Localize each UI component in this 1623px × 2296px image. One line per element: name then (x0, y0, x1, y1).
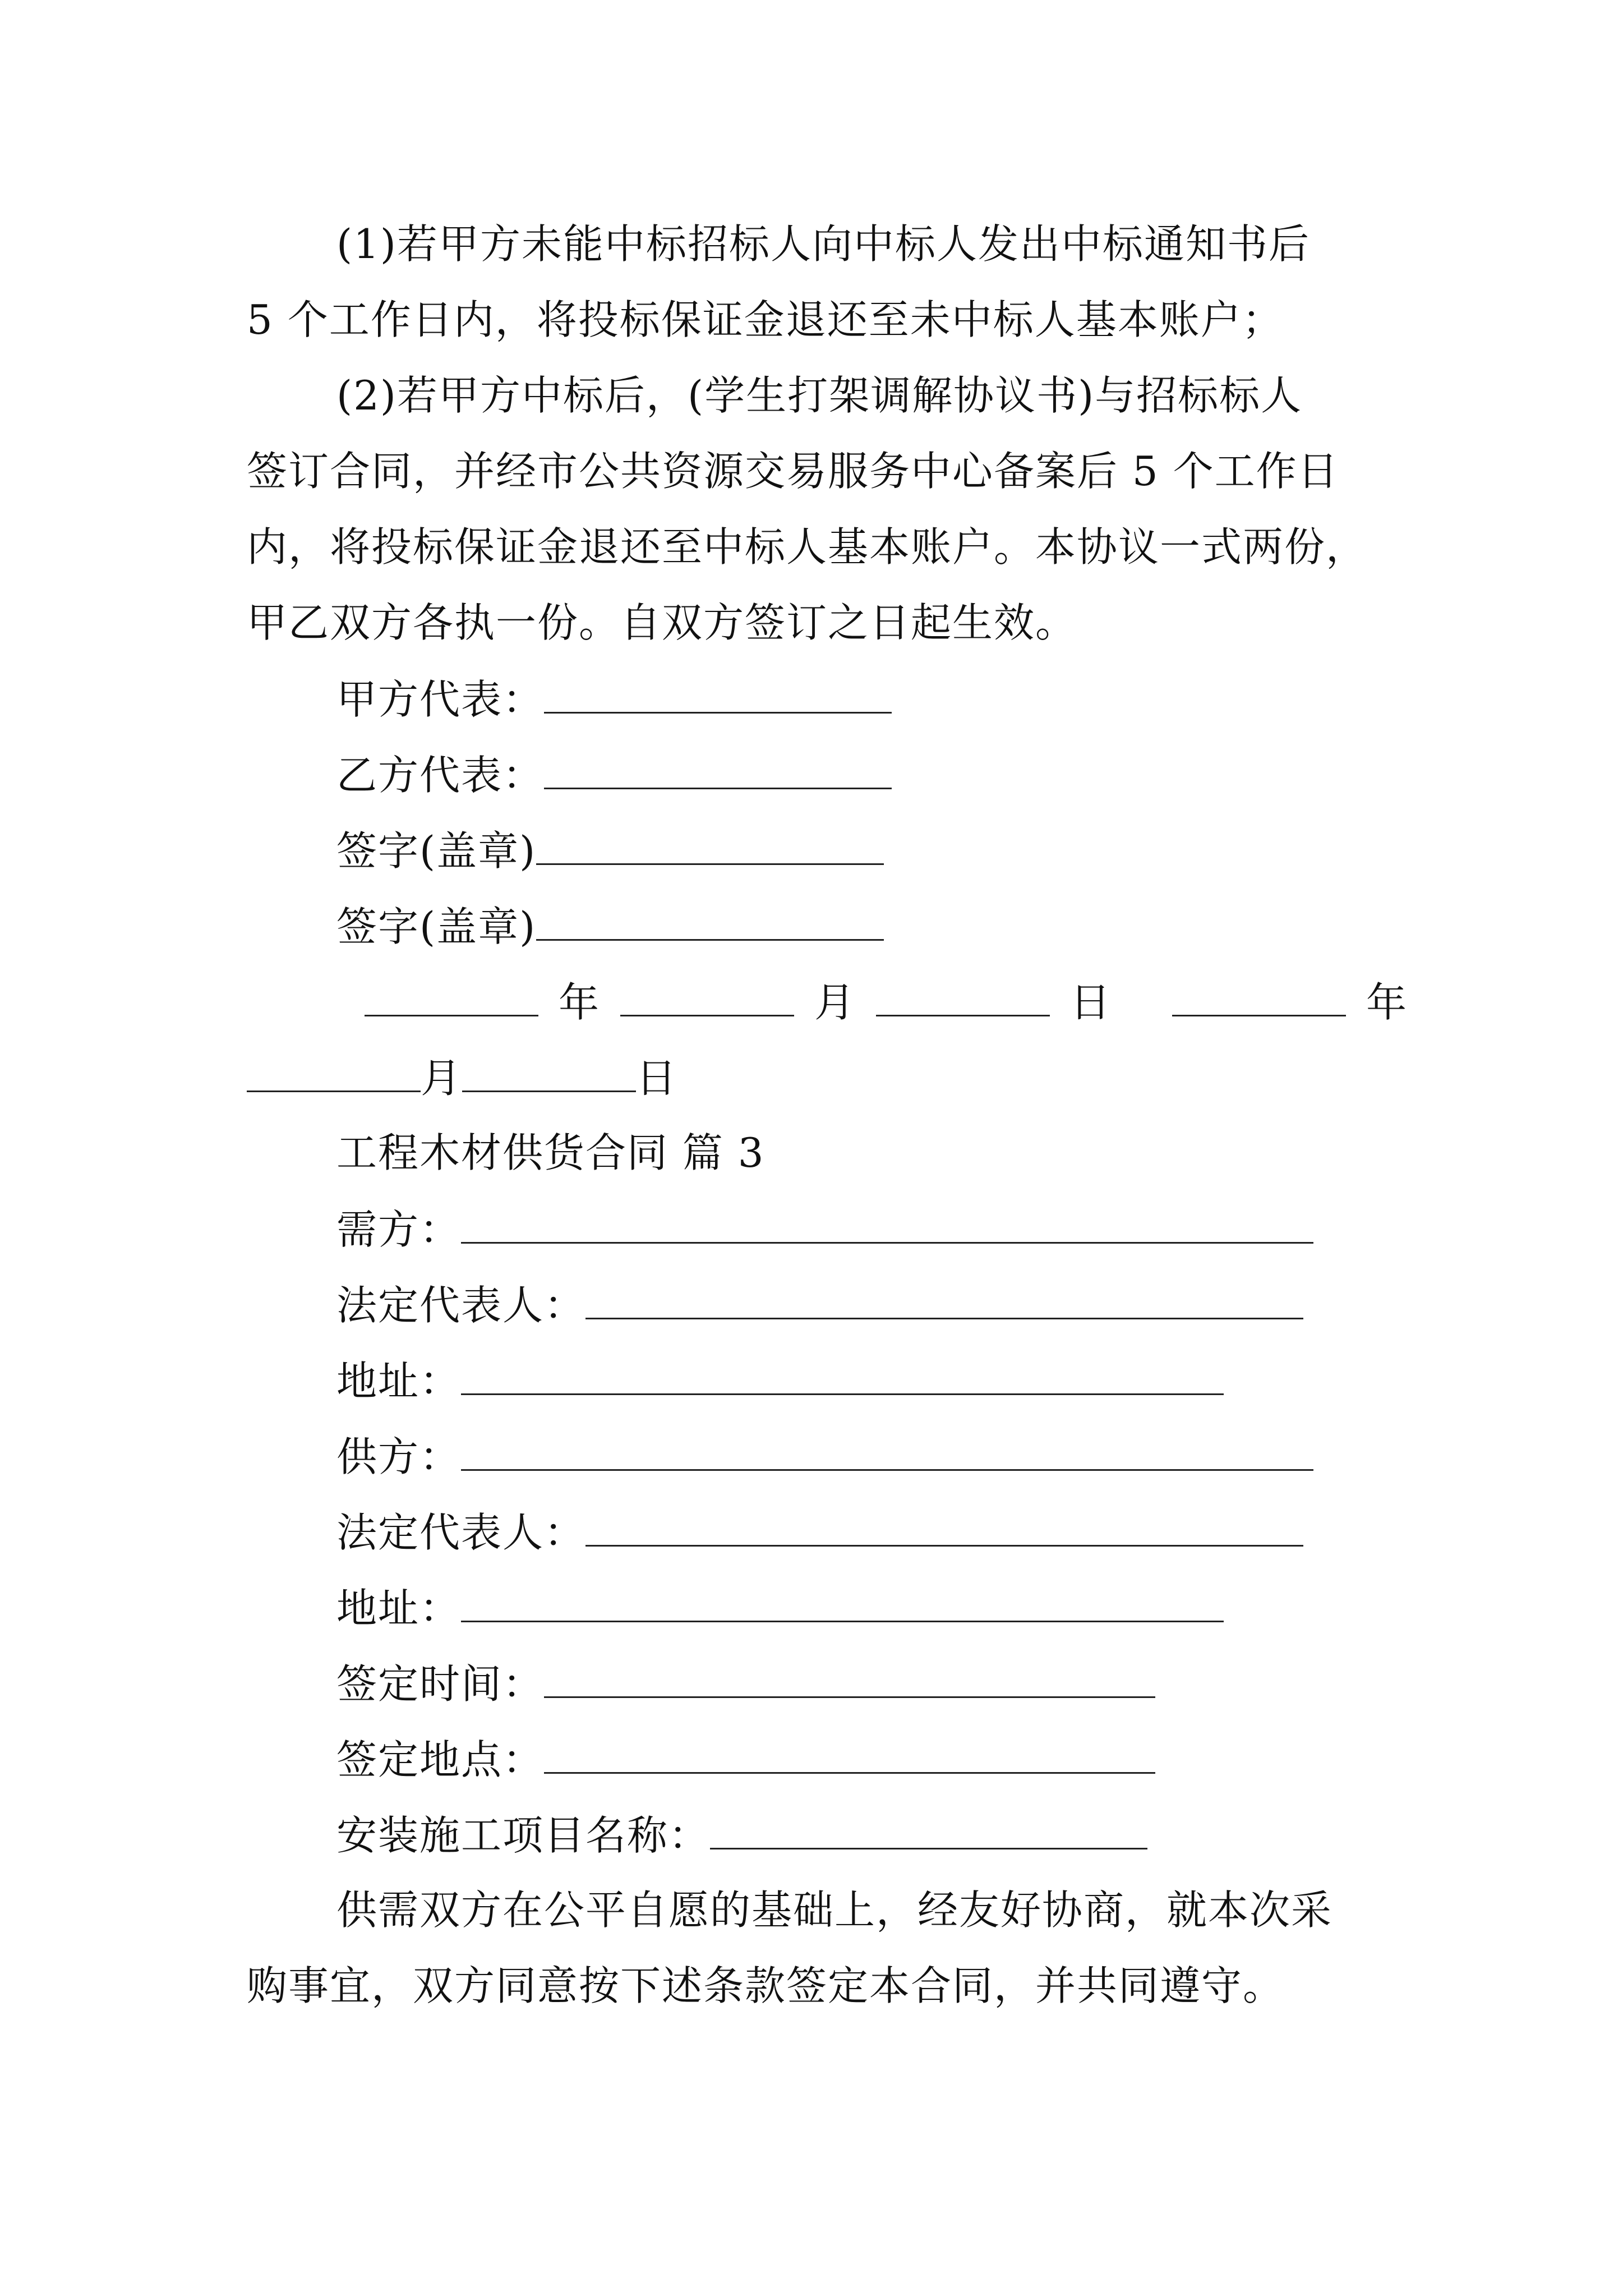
project-name-label: 安装施工项目名称： (336, 1812, 711, 1859)
party-b-rep-blank[interactable] (544, 746, 892, 789)
sign-seal-row-2 (336, 898, 884, 954)
buyer-legal-rep-label: 法定代表人： (336, 1282, 586, 1329)
day-blank-1[interactable] (876, 973, 1050, 1016)
supplier-legal-rep-blank[interactable] (585, 1503, 1303, 1547)
sign-place-blank[interactable] (544, 1731, 1155, 1774)
paragraph-2-line-1: (2)若甲方中标后，(学生打架调解协议书)与招标标人 (336, 372, 1303, 419)
year-blank-2[interactable] (1172, 973, 1346, 1016)
date-row-1 (365, 973, 1408, 1029)
party-a-rep-blank[interactable] (544, 670, 892, 714)
day-blank-2[interactable] (462, 1049, 636, 1092)
buyer-label: 需方： (336, 1206, 462, 1253)
contract-intro-line-1: 供需双方在公平自愿的基础上，经友好协商，就本次采 (336, 1887, 1333, 1934)
buyer-address-blank[interactable] (461, 1352, 1224, 1395)
party-b-rep-row (336, 746, 892, 802)
buyer-legal-rep-row (336, 1276, 1303, 1332)
sign-place-row (336, 1731, 1155, 1787)
sign-seal-label-1: 签字(盖章) (336, 827, 537, 875)
buyer-address-row (336, 1352, 1224, 1408)
year-blank-1[interactable] (365, 973, 538, 1016)
supplier-legal-rep-label: 法定代表人： (336, 1509, 586, 1556)
supplier-address-row (336, 1579, 1224, 1635)
supplier-legal-rep-row (336, 1503, 1303, 1559)
date-row-2 (247, 1049, 677, 1105)
sign-seal-blank-2[interactable] (536, 898, 884, 941)
month-blank-1[interactable] (620, 973, 794, 1016)
supplier-row (336, 1428, 1313, 1484)
buyer-blank[interactable] (461, 1200, 1313, 1244)
sign-seal-row-1 (336, 822, 884, 878)
paragraph-1-line-1: (1)若甲方未能中标招标人向中标人发出中标通知书后 (336, 220, 1310, 268)
supplier-address-blank[interactable] (461, 1579, 1224, 1622)
sign-seal-blank-1[interactable] (536, 822, 884, 865)
year-label-1: 年 (559, 979, 601, 1026)
party-a-rep-label: 甲方代表： (336, 676, 545, 723)
sign-seal-label-2: 签字(盖章) (336, 903, 537, 950)
contract-title: 工程木材供货合同 篇 3 (336, 1129, 765, 1176)
party-a-rep-row (336, 670, 892, 726)
buyer-row (336, 1200, 1313, 1257)
day-label-1: 日 (1070, 979, 1112, 1026)
buyer-address-label: 地址： (336, 1358, 462, 1405)
month-label-1: 月 (814, 979, 856, 1026)
month-blank-2[interactable] (247, 1049, 421, 1092)
sign-place-label: 签定地点： (336, 1736, 545, 1783)
supplier-label: 供方： (336, 1433, 462, 1480)
month-label-2: 月 (421, 1055, 463, 1102)
buyer-legal-rep-blank[interactable] (585, 1276, 1303, 1319)
sign-time-blank[interactable] (544, 1655, 1155, 1698)
day-label-2: 日 (636, 1055, 678, 1102)
supplier-address-label: 地址： (336, 1585, 462, 1632)
party-b-rep-label: 乙方代表： (336, 752, 545, 799)
project-name-row (336, 1806, 1147, 1862)
project-name-blank[interactable] (710, 1806, 1147, 1849)
sign-time-row (336, 1655, 1155, 1711)
paragraph-1-line-2: 5 个工作日内，将投标保证金退还至未中标人基本账户； (247, 296, 1284, 343)
paragraph-2-line-3: 内，将投标保证金退还至中标人基本账户。本协议一式两份， (247, 523, 1368, 570)
paragraph-2-line-2: 签订合同，并经市公共资源交易服务中心备案后 5 个工作日 (247, 448, 1339, 495)
sign-time-label: 签定时间： (336, 1660, 545, 1708)
paragraph-2-line-4: 甲乙双方各执一份。自双方签订之日起生效。 (247, 599, 1077, 646)
contract-intro-line-2: 购事宜，双方同意按下述条款签定本合同，并共同遵守。 (247, 1962, 1285, 2009)
year-label-2: 年 (1366, 979, 1408, 1026)
supplier-blank[interactable] (461, 1428, 1313, 1471)
